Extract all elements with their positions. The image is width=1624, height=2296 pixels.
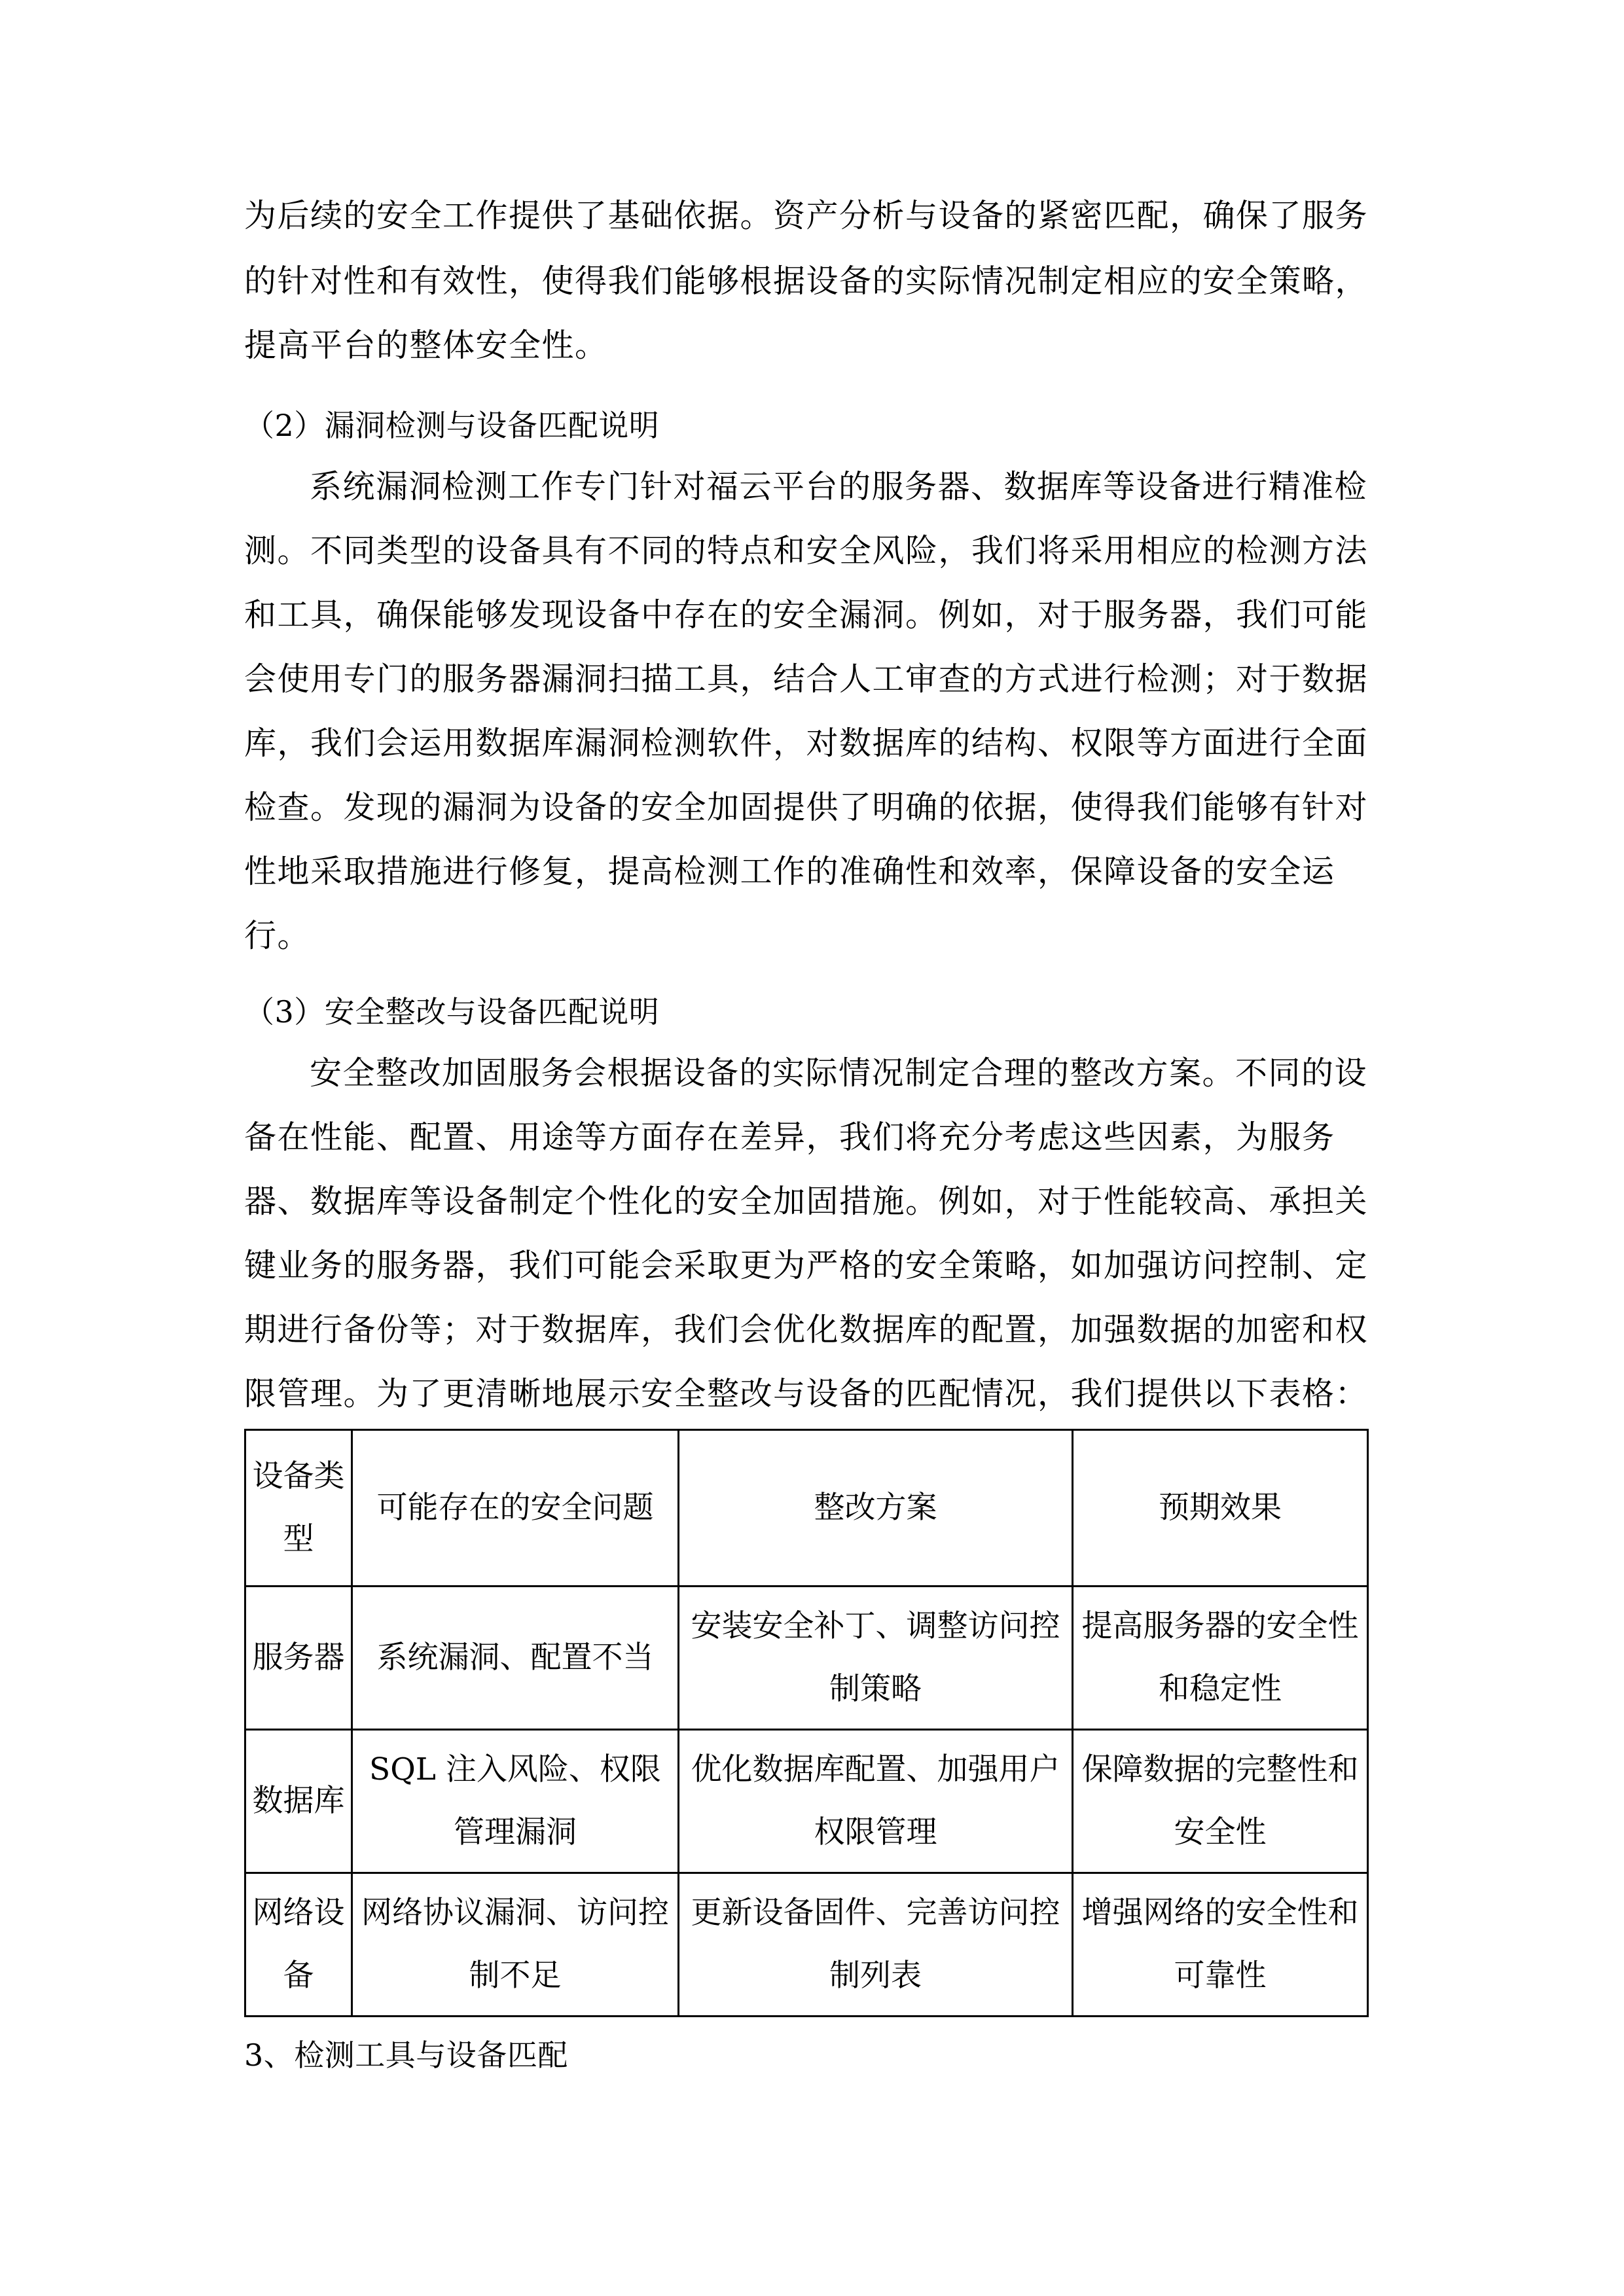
table-row xyxy=(245,1587,1368,1730)
cell-device-type: 数据库 xyxy=(245,1730,352,1873)
header-device-type: 设备类型 xyxy=(245,1430,352,1587)
cell-rectification-plan: 优化数据库配置、加强用户权限管理 xyxy=(679,1730,1073,1873)
paragraph-line: 提高平台的整体安全性。 xyxy=(244,327,608,364)
paragraph-line: 限管理。为了更清晰地展示安全整改与设备的匹配情况，我们提供以下表格： xyxy=(244,1375,1369,1412)
table-row xyxy=(245,1730,1368,1873)
header-rectification-plan: 整改方案 xyxy=(679,1430,1073,1587)
paragraph-line: 会使用专门的服务器漏洞扫描工具，结合人工审查的方式进行检测；对于数据 xyxy=(244,660,1369,698)
paragraph-line: 行。 xyxy=(244,917,311,954)
paragraph-line: 键业务的服务器，我们可能会采取更为严格的安全策略，如加强访问控制、定 xyxy=(244,1247,1369,1284)
paragraph-line: 备在性能、配置、用途等方面存在差异，我们将充分考虑这些因素，为服务 xyxy=(244,1119,1335,1156)
cell-rectification-plan: 更新设备固件、完善访问控制列表 xyxy=(679,1873,1073,2017)
paragraph-line: 检查。发现的漏洞为设备的安全加固提供了明确的依据，使得我们能够有针对 xyxy=(244,789,1369,826)
subsection-heading-2: （2）漏洞检测与设备匹配说明 xyxy=(244,408,660,443)
section-heading-3: 3、检测工具与设备匹配 xyxy=(244,2037,568,2073)
header-expected-effect: 预期效果 xyxy=(1073,1430,1368,1587)
cell-expected-effect: 增强网络的安全性和可靠性 xyxy=(1073,1873,1368,2017)
table-row xyxy=(245,1873,1368,2017)
paragraph-line: 和工具，确保能够发现设备中存在的安全漏洞。例如，对于服务器，我们可能 xyxy=(244,596,1369,634)
paragraph-line: 的针对性和有效性，使得我们能够根据设备的实际情况制定相应的安全策略， xyxy=(244,262,1369,300)
paragraph-line: 库，我们会运用数据库漏洞检测软件，对数据库的结构、权限等方面进行全面 xyxy=(244,725,1369,762)
cell-rectification-plan: 安装安全补丁、调整访问控制策略 xyxy=(679,1587,1073,1730)
cell-expected-effect: 提高服务器的安全性和稳定性 xyxy=(1073,1587,1368,1730)
cell-security-issues: 系统漏洞、配置不当 xyxy=(352,1587,679,1730)
header-security-issues: 可能存在的安全问题 xyxy=(352,1430,679,1587)
paragraph-line: 性地采取措施进行修复，提高检测工作的准确性和效率，保障设备的安全运 xyxy=(244,853,1335,890)
cell-device-type: 服务器 xyxy=(245,1587,352,1730)
cell-expected-effect: 保障数据的完整性和安全性 xyxy=(1073,1730,1368,1873)
subsection-heading-3: （3）安全整改与设备匹配说明 xyxy=(244,994,660,1030)
cell-security-issues: SQL 注入风险、权限管理漏洞 xyxy=(352,1730,679,1873)
cell-security-issues: 网络协议漏洞、访问控制不足 xyxy=(352,1873,679,2017)
paragraph-line: 期进行备份等；对于数据库，我们会优化数据库的配置，加强数据的加密和权 xyxy=(244,1311,1369,1348)
paragraph-line: 器、数据库等设备制定个性化的安全加固措施。例如，对于性能较高、承担关 xyxy=(244,1183,1369,1220)
paragraph-line: 测。不同类型的设备具有不同的特点和安全风险，我们将采用相应的检测方法 xyxy=(244,532,1369,569)
paragraph-line: 为后续的安全工作提供了基础依据。资产分析与设备的紧密匹配，确保了服务 xyxy=(244,197,1369,234)
cell-device-type: 网络设备 xyxy=(245,1873,352,2017)
table-header-row xyxy=(245,1430,1368,1587)
paragraph-line: 系统漏洞检测工作专门针对福云平台的服务器、数据库等设备进行精准检 xyxy=(310,468,1368,505)
device-rectification-table xyxy=(244,1429,1369,2017)
paragraph-line: 安全整改加固服务会根据设备的实际情况制定合理的整改方案。不同的设 xyxy=(310,1054,1368,1092)
